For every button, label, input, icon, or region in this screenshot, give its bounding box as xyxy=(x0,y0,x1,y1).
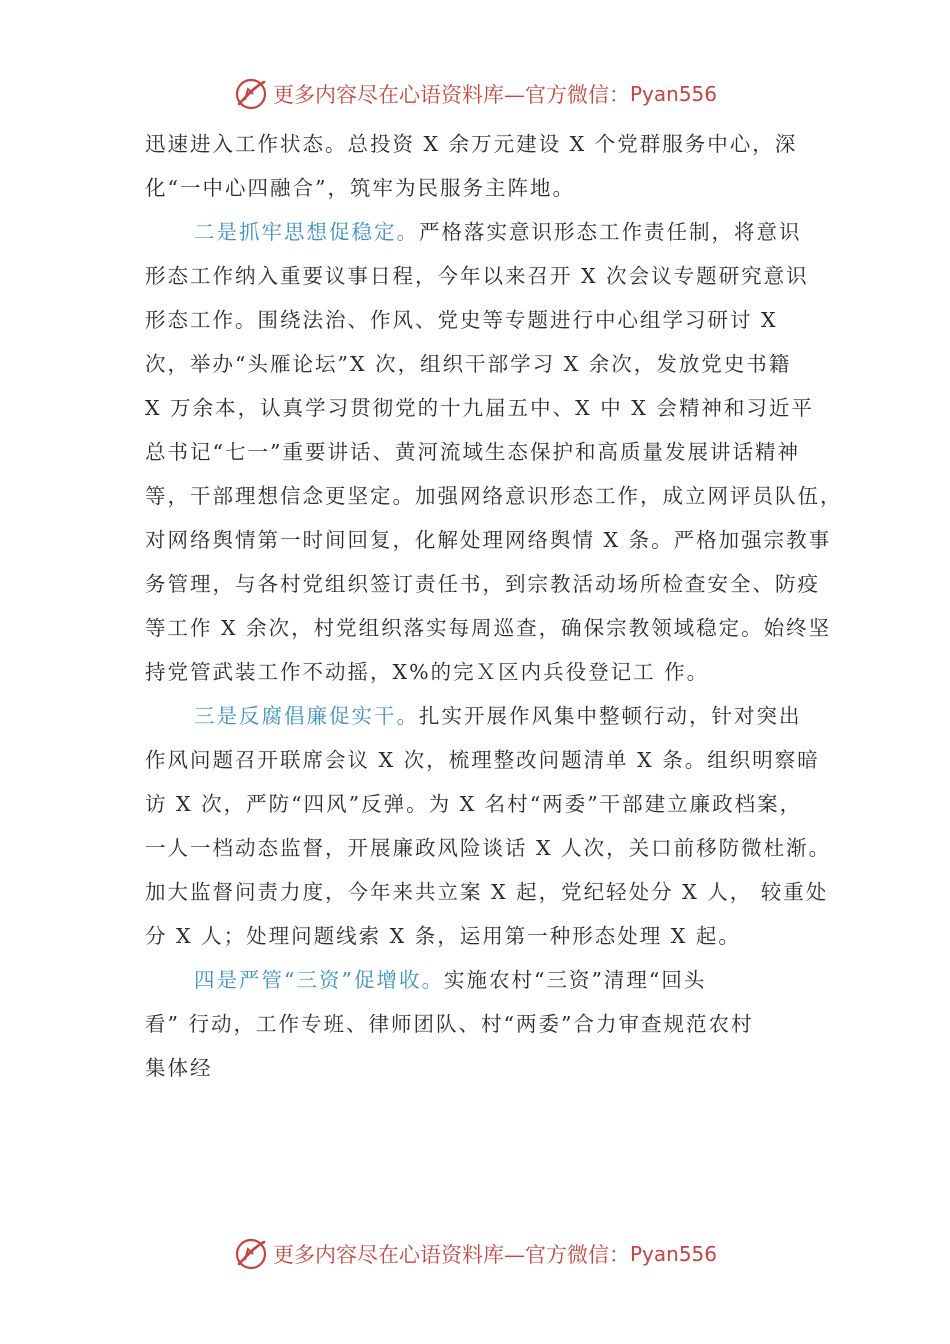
text-line: 持党管武装工作不动摇，X%的完Ｘ区内兵役登记工 作。 xyxy=(145,660,710,684)
xinyu-logo-icon xyxy=(233,1236,269,1272)
header-wechat-id: Pyan556 xyxy=(629,82,717,106)
section-heading-3: 三是反腐倡廉促实干。 xyxy=(194,704,419,728)
paragraph-first-line xyxy=(145,958,807,1002)
text-line: 等工作 X 余次，村党组织落实每周巡查，确保宗教领域稳定。始终坚 xyxy=(145,616,832,640)
text-line: 形态工作。围绕法治、作风、党史等专题进行中心组学习研讨 X xyxy=(145,308,778,332)
text-line: 总书记“七一”重要讲话、黄河流域生态保护和高质量发展讲话精神 xyxy=(145,440,800,464)
text-line: X 万余本，认真学习贯彻党的十九届五中、X 中 X 会精神和习近平 xyxy=(145,396,814,420)
footer-wechat-id: Pyan556 xyxy=(629,1242,717,1266)
text-line: 加大监督问责力度，今年来共立案 X 起，党纪轻处分 X 人， 较重处 xyxy=(145,880,829,904)
section-heading-4: 四是严管“三资”促增收。 xyxy=(194,968,444,992)
text-line: 形态工作纳入重要议事日程，今年以来召开 X 次会议专题研究意识 xyxy=(145,264,809,288)
footer-banner xyxy=(0,1232,950,1276)
text-line: 迅速进入工作状态。总投资 X 余万元建设 X 个党群服务中心，深 xyxy=(145,132,798,156)
text-line: 分 X 人；处理问题线索 X 条，运用第一种形态处理 X 起。 xyxy=(145,924,741,948)
header-banner-text: 更多内容尽在心语资料库—官方微信： xyxy=(272,83,630,107)
text-line: 集体经 xyxy=(145,1056,213,1080)
text-line: 一人一档动态监督，开展廉政风险谈话 X 人次，关口前移防微杜渐。 xyxy=(145,836,832,860)
text-line: 次，举办“头雁论坛”X 次，组织干部学习 X 余次，发放党史书籍 xyxy=(145,352,792,376)
text-line: 等，干部理想信念更坚定。加强网络意识形态工作，成立网评员队伍， xyxy=(145,484,843,508)
text-line: 对网络舆情第一时间回复，化解处理网络舆情 X 条。严格加强宗教事 xyxy=(145,528,832,552)
text-line: 务管理，与各村党组织签订责任书，到宗教活动场所检查安全、防疫 xyxy=(145,572,820,596)
text-run: 实施农村“三资”清理“回头 xyxy=(443,968,707,992)
section-heading-2: 二是抓牢思想促稳定。 xyxy=(194,220,419,244)
xinyu-logo-icon xyxy=(233,76,269,112)
paragraph-first-line xyxy=(145,694,807,738)
text-line: 访 X 次，严防“四风”反弹。为 X 名村“两委”干部建立廉政档案， xyxy=(145,792,803,816)
header-banner xyxy=(0,72,950,116)
footer-banner-text: 更多内容尽在心语资料库—官方微信： xyxy=(272,1243,630,1267)
text-line: 作风问题召开联席会议 X 次，梳理整改问题清单 X 条。组织明察暗 xyxy=(145,748,820,772)
text-line: 看” 行动，工作专班、律师团队、村“两委”合力审查规范农村 xyxy=(145,1012,754,1036)
paragraph-first-line xyxy=(145,210,807,254)
document-body xyxy=(145,122,843,1090)
text-run: 严格落实意识形态工作责任制，将意识 xyxy=(419,220,802,244)
text-run: 扎实开展作风集中整顿行动，针对突出 xyxy=(419,704,802,728)
text-line: 化“一中心四融合”，筑牢为民服务主阵地。 xyxy=(145,176,575,200)
